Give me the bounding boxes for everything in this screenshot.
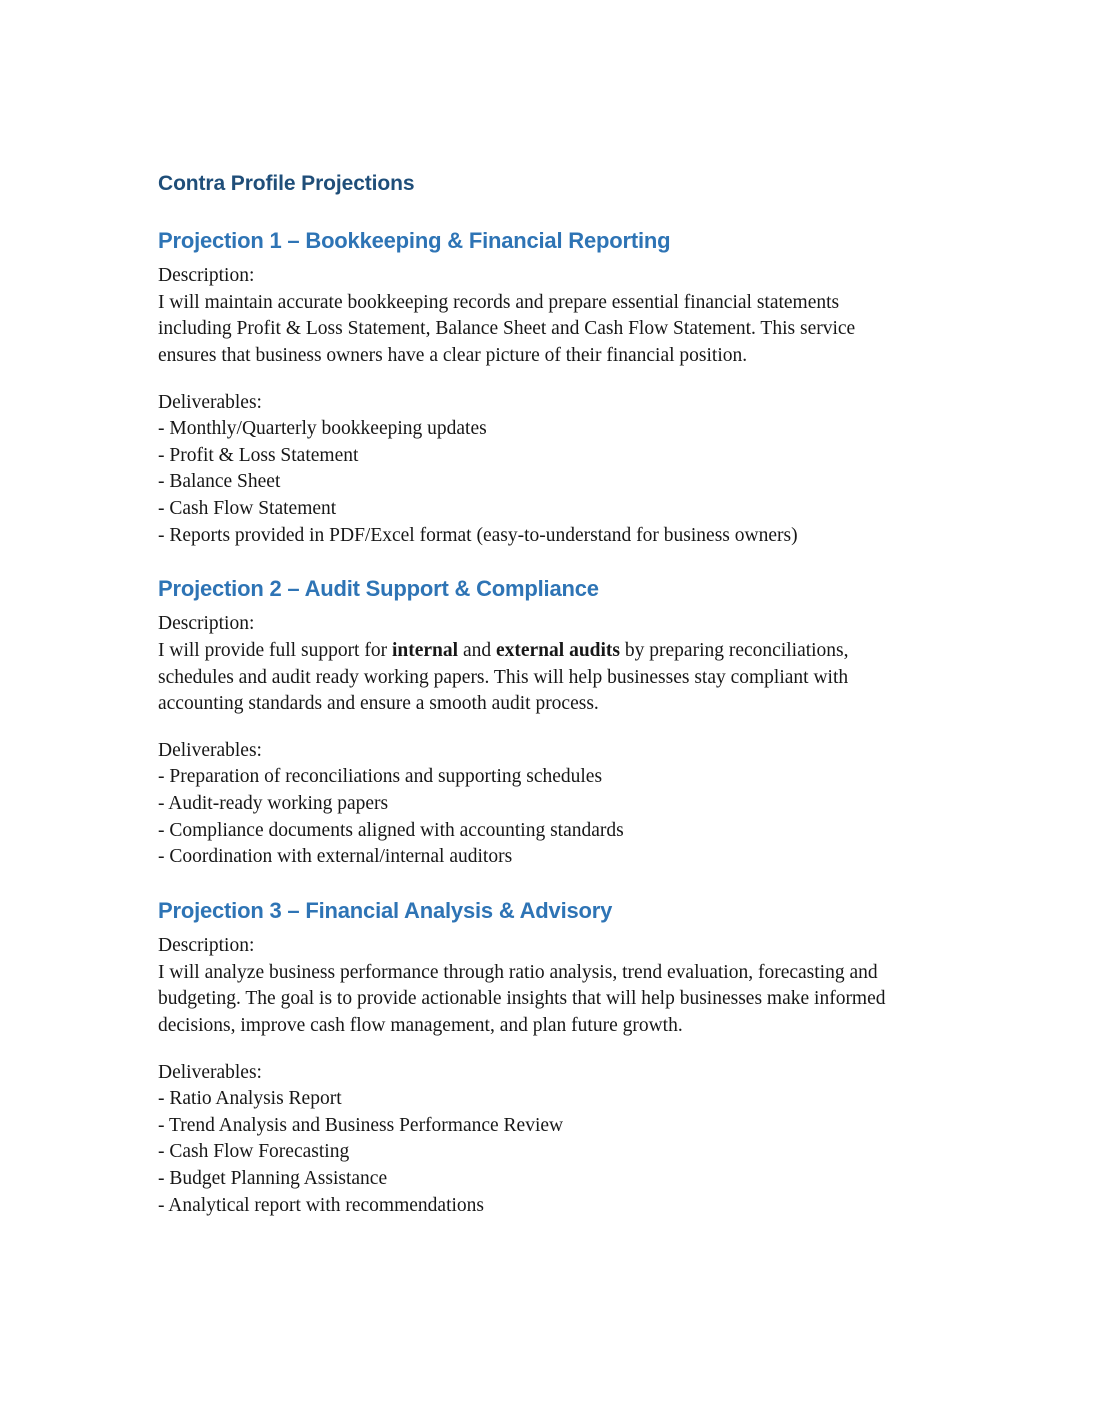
list-item: - Analytical report with recommendations xyxy=(158,1194,484,1216)
spacer xyxy=(158,871,910,898)
deliverables-list-projection-1 xyxy=(158,416,910,549)
list-item: - Ratio Analysis Report xyxy=(158,1088,342,1110)
list-item: - Balance Sheet xyxy=(158,471,281,493)
description-label-projection-3: Description: xyxy=(158,935,255,957)
description-label-projection-2: Description: xyxy=(158,613,255,635)
spacer xyxy=(158,602,910,611)
document-body xyxy=(158,172,910,1219)
description-text-projection-2: I will provide full support for internal and external audits by preparing reconciliations, schedules and audit ready working papers. This will help businesses stay compliant with accounting standards and ensure a smooth audit process. xyxy=(158,640,849,715)
section-projection-1 xyxy=(158,228,910,549)
section-heading-projection-1: Projection 1 – Bookkeeping & Financial Reporting xyxy=(158,227,671,253)
description-text-projection-1: I will maintain accurate bookkeeping records and prepare essential financial statements including Profit & Loss Statement, Balance Sheet and Cash Flow Statement. This service ensures that business owners have a clear picture of their financial position. xyxy=(158,291,856,366)
list-item: - Cash Flow Statement xyxy=(158,497,337,519)
spacer xyxy=(158,718,910,738)
page-title: Contra Profile Projections xyxy=(158,172,415,195)
section-heading-projection-2: Projection 2 – Audit Support & Compliance xyxy=(158,576,599,602)
description-label-projection-1: Description: xyxy=(158,265,255,287)
section-projection-3 xyxy=(158,898,910,1219)
list-item: - Profit & Loss Statement xyxy=(158,444,359,466)
spacer xyxy=(158,1040,910,1060)
list-item: - Reports provided in PDF/Excel format (easy-to-understand for business owners) xyxy=(158,524,798,546)
list-item: - Cash Flow Forecasting xyxy=(158,1141,350,1163)
list-item: - Compliance documents aligned with accounting standards xyxy=(158,819,624,841)
list-item: - Monthly/Quarterly bookkeeping updates xyxy=(158,418,487,440)
spacer xyxy=(158,254,910,263)
deliverables-label-projection-1: Deliverables: xyxy=(158,391,262,413)
spacer xyxy=(158,370,910,390)
deliverables-list-projection-2 xyxy=(158,764,910,870)
list-item: - Trend Analysis and Business Performance Review xyxy=(158,1114,564,1136)
list-item: - Budget Planning Assistance xyxy=(158,1167,388,1189)
section-projection-2 xyxy=(158,576,910,871)
deliverables-label-projection-3: Deliverables: xyxy=(158,1061,262,1083)
list-item: - Preparation of reconciliations and supporting schedules xyxy=(158,766,603,788)
spacer xyxy=(158,197,910,228)
list-item: - Coordination with external/internal auditors xyxy=(158,846,513,868)
description-text-projection-3: I will analyze business performance through ratio analysis, trend evaluation, forecasting and budgeting. The goal is to provide actionable insights that will help businesses make informed decisions, improve cash flow management, and plan future growth. xyxy=(158,961,886,1036)
deliverables-list-projection-3 xyxy=(158,1086,910,1219)
list-item: - Audit-ready working papers xyxy=(158,793,389,815)
deliverables-label-projection-2: Deliverables: xyxy=(158,739,262,761)
spacer xyxy=(158,549,910,576)
section-heading-projection-3: Projection 3 – Financial Analysis & Advisory xyxy=(158,897,613,923)
spacer xyxy=(158,924,910,933)
